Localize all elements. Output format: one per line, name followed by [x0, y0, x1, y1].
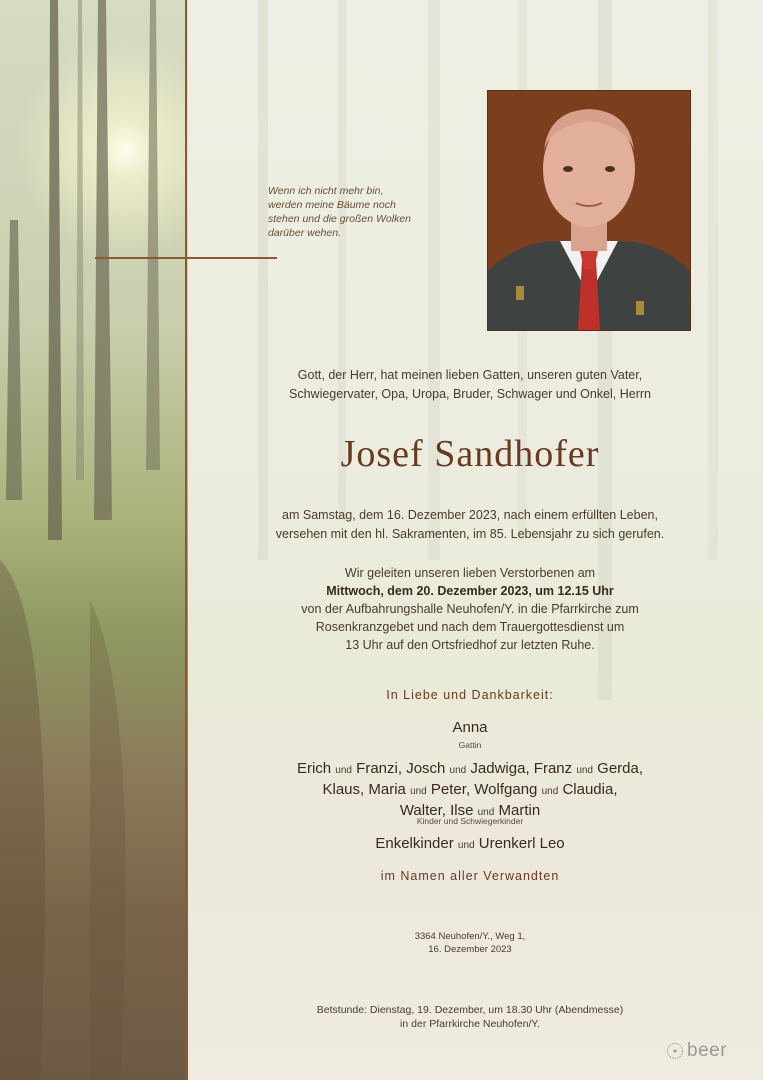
children-role: Kinder und Schwiegerkinder [416, 816, 524, 826]
deceased-name: Josef Sandhofer [340, 433, 600, 475]
wife-name: Anna [452, 719, 488, 736]
funeral-date: Mittwoch, dem 20. Dezember 2023, um 12.15 Uhr [326, 584, 614, 598]
death-notice: am Samstag, dem 16. Dezember 2023, nach einem erfüllten Leben, versehen mit den hl. Sakramenten, im 85. Lebensjahr zu sich gerufen. [275, 508, 665, 541]
funeral-details: Wir geleiten unseren lieben Verstorbenen am Mittwoch, dem 20. Dezember 2023, um 12.15 Uhr von der Aufbahrungshalle Neuhofen/Y. in die Pfarrkirche zum Rosenkranzgebet und nach dem Trauergottesdienst um 13 Uhr auf den Ortsfriedhof zur letzten Ruhe. [230, 564, 710, 654]
poem: Wenn ich nicht mehr bin, werden meine Bäume noch stehen und die großen Wolken darüber wehen. [268, 185, 412, 239]
portrait-photo [487, 90, 691, 331]
cross-vertical-beam [185, 0, 187, 1080]
children-row: Walter, Ilse und Martin [399, 802, 541, 819]
prayer-hour: Betstunde: Dienstag, 19. Dezember, um 18.30 Uhr (Abendmesse) in der Pfarrkirche Neuhofen/Y. [316, 1004, 624, 1030]
funeral-home-logo: beer [666, 1040, 727, 1062]
portrait-illustration [488, 91, 690, 330]
grandchildren: Enkelkinder und Urenkerl Leo [375, 835, 565, 852]
tree-trunks [0, 0, 188, 1080]
children-list [230, 759, 710, 822]
wife-role: Gattin [458, 740, 482, 750]
dandelion-icon [666, 1042, 684, 1060]
forest-photo-left [0, 0, 188, 1080]
intro-text: Gott, der Herr, hat meinen lieben Gatten, unseren guten Vater, Schwiegervater, Opa, Uropa, Bruder, Schwager und Onkel, Herrn [289, 368, 651, 401]
address-block: 3364 Neuhofen/Y., Weg 1, 16. Dezember 2023 [414, 931, 526, 955]
relatives-line: im Namen aller Verwandten [380, 869, 560, 883]
children-row: Klaus, Maria und Peter, Wolfgang und Claudia, [322, 781, 618, 798]
cross-horizontal-beam [95, 257, 277, 259]
dedication-heading: In Liebe und Dankbarkeit: [386, 688, 554, 702]
children-row: Erich und Franzi, Josch und Jadwiga, Franz und Gerda, [296, 760, 644, 777]
